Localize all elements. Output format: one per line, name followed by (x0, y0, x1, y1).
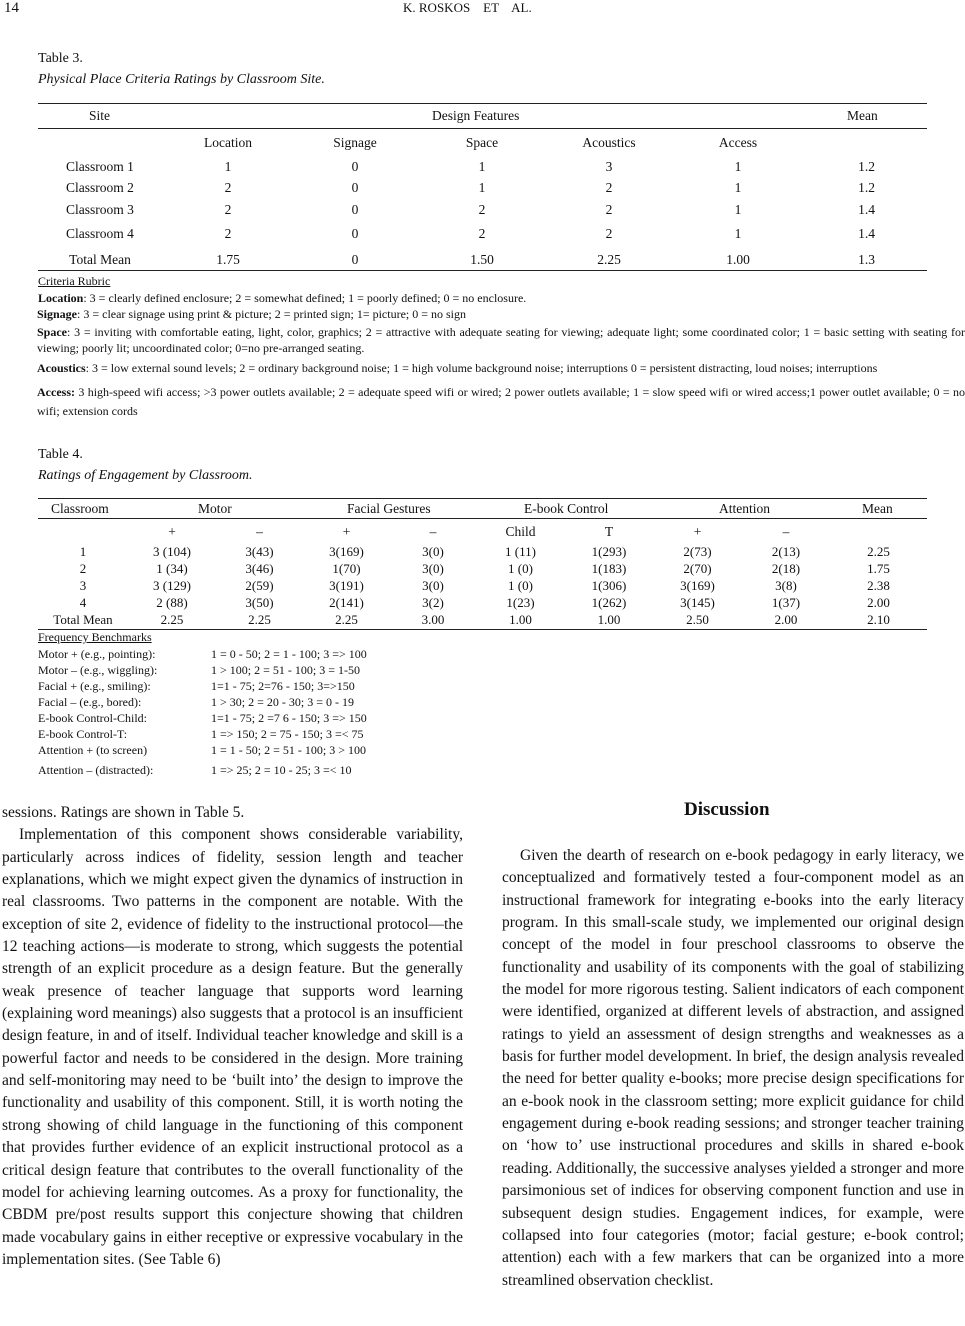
table-cell: 1(70) (332, 560, 361, 576)
benchmark-label: Attention + (to screen) (38, 743, 148, 757)
table3-subheader-row (38, 134, 927, 152)
table-cell: 1 (34) (156, 560, 188, 576)
table-cell: Total Mean (69, 251, 131, 267)
table-cell: 0 (351, 201, 359, 217)
benchmark-value: 1 => 25; 2 = 10 - 25; 3 =< 10 (211, 763, 352, 777)
table-cell: 2.38 (867, 577, 890, 593)
rubric-location: Location: 3 = clearly defined enclosure; 2 = somewhat defined; 1 = poorly defined; 0 = no enclosure. (38, 290, 527, 305)
table4-title: Ratings of Engagement by Classroom. (38, 468, 253, 483)
table-cell: 1.2 (858, 159, 875, 174)
table-cell: 3(169) (680, 577, 715, 593)
table-cell: 1(306) (591, 577, 627, 593)
benchmark-value: 1 > 100; 2 = 51 - 100; 3 = 1-50 (211, 663, 360, 677)
table-row (38, 198, 927, 221)
table4-label: Table 4. (38, 447, 83, 462)
table-cell: 3(43) (245, 543, 274, 559)
table-cell: 1 (734, 159, 742, 174)
benchmark-value: 1=1 - 75; 2 =7 6 - 150; 3 => 150 (211, 711, 367, 725)
table-cell: 1.4 (858, 225, 875, 241)
table4-header-facial: Facial Gestures (347, 501, 431, 516)
table-cell: 3(46) (245, 560, 274, 576)
table-cell: 1.75 (867, 560, 890, 576)
table4-subheader-row (38, 523, 927, 541)
table-cell: 2 (605, 179, 613, 195)
table3-bottom-rule (38, 270, 927, 271)
table-cell: 3(191) (329, 577, 364, 593)
table-cell: 3 (79, 577, 87, 593)
table-cell: 1 (0) (508, 577, 533, 593)
table-cell: Classroom 3 (66, 201, 134, 217)
rubric-signage: Signage: 3 = clear signage using print & picture; 2 = printed sign; 1= picture; 0 = no sign (37, 307, 467, 321)
table-row (38, 246, 927, 273)
table4-body (38, 543, 927, 628)
rubric-space: Space: 3 = inviting with comfortable eating, light, color, graphics; 2 = attractive with adequate seating for viewing; adequate light; some coordinated color; 1 = basic setting with seating for viewing; poorly lit; uncoordinated color; 0=no pre-arranged seating. (37, 324, 965, 355)
table-cell: 1.4 (858, 201, 875, 217)
table-cell: Total Mean (53, 611, 113, 627)
table-cell: 1(262) (591, 594, 627, 610)
table3-body (38, 157, 927, 273)
table-cell: Classroom 2 (66, 179, 134, 195)
rubric-access: Access: 3 high-speed wifi access; >3 power outlets available; 2 = adequate speed wifi or wired; 2 power outlets available; 1 = slow speed wifi or wired access;1 power outlet available; 0 = no wifi; extension cords (37, 385, 965, 418)
table3-subheader: Acoustics (582, 135, 636, 150)
table-cell: 2 (88) (156, 594, 188, 610)
table-cell: 1 (11) (505, 543, 536, 559)
table-cell: 3 (129) (153, 577, 191, 593)
table-cell: 1 (478, 159, 486, 174)
table-cell: 1.00 (509, 611, 532, 627)
table4-subheader: Child (505, 524, 536, 539)
table-cell: 3.00 (421, 611, 445, 627)
table-row (38, 577, 927, 594)
table-row (38, 221, 927, 246)
table-cell: 1 (734, 201, 742, 217)
table-cell: 1 (734, 225, 742, 241)
benchmark-label: Attention – (distracted): (38, 763, 154, 777)
table-cell: 2(73) (683, 543, 712, 559)
table4-header-classroom: Classroom (51, 501, 109, 516)
table-cell: 1(37) (771, 594, 801, 610)
rubric-title: Criteria Rubric (38, 274, 111, 288)
table4-subheader: + (342, 524, 351, 539)
benchmark-value: 1 = 0 - 50; 2 = 1 - 100; 3 => 100 (211, 647, 367, 661)
table-row (38, 594, 927, 611)
table4-header-motor: Motor (198, 501, 232, 516)
table-cell: 2.10 (867, 611, 890, 627)
table-cell: 3(169) (329, 543, 364, 559)
table-row (38, 543, 927, 560)
table-cell: 2 (478, 225, 486, 241)
table-cell: 3 (605, 159, 613, 174)
table3-header-design-features: Design Features (432, 108, 520, 123)
table-cell: 3(0) (422, 560, 444, 576)
table-row (38, 560, 927, 577)
table-cell: 2(59) (245, 577, 274, 593)
benchmark-value: 1 = 1 - 50; 2 = 51 - 100; 3 > 100 (211, 743, 366, 757)
table-cell: 2 (224, 225, 232, 241)
table-cell: 0 (351, 225, 359, 241)
benchmark-label: Motor + (e.g., pointing): (38, 647, 156, 661)
table-cell: 3(50) (245, 594, 274, 610)
table-cell: 2 (605, 225, 613, 241)
table-row (38, 157, 927, 177)
table-cell: 1 (79, 543, 87, 559)
table-cell: 2.50 (686, 611, 709, 627)
table-cell: 0 (351, 179, 359, 195)
table-cell: 2.25 (867, 543, 890, 559)
table-cell: 2 (224, 179, 232, 195)
benchmarks-title: Frequency Benchmarks (38, 630, 152, 644)
table3-subheader: Location (204, 135, 252, 150)
table4-top-rule (38, 498, 927, 499)
table-cell: 2 (224, 201, 232, 217)
table4-subheader: T (604, 524, 614, 539)
table-cell: 2 (478, 201, 486, 217)
paragraph: sessions. Ratings are shown in Table 5. (2, 804, 245, 821)
table-cell: 2.25 (160, 611, 184, 627)
table-cell: Classroom 4 (66, 225, 134, 241)
table-cell: 2 (605, 201, 613, 217)
table-cell: 3(8) (775, 577, 797, 593)
table3-label: Table 3. (38, 51, 83, 66)
left-column (2, 802, 463, 1271)
table4-subheader: – (256, 524, 263, 539)
table-cell: 1.50 (470, 251, 494, 267)
table-cell: 1.2 (858, 179, 875, 195)
page-number: 14 (4, 0, 19, 16)
table3-rubric (37, 273, 965, 421)
running-head: K. ROSKOS ET AL. (403, 0, 532, 15)
table4-subheader: – (429, 524, 437, 539)
table-cell: 1 (224, 159, 232, 174)
table-cell: 0 (351, 251, 359, 267)
benchmark-value: 1 => 150; 2 = 75 - 150; 3 =< 75 (211, 727, 364, 741)
table-cell: 3(0) (422, 543, 444, 559)
table-cell: 3 (104) (153, 543, 191, 559)
table-cell: 1.00 (597, 611, 621, 627)
table-cell: 1 (0) (508, 560, 533, 576)
table3-subheader: Space (465, 135, 499, 150)
table3-header-rule (38, 128, 927, 129)
table-cell: 2.00 (774, 611, 798, 627)
table-cell: 3(145) (680, 594, 715, 610)
table4-bottom-rule (38, 629, 927, 630)
table-cell: 2(13) (771, 543, 801, 559)
table-cell: 2 (79, 560, 87, 576)
paragraph: Given the dearth of research on e-book pedagogy in early literacy, we conceptualized and formatively tested a four-component model as an instructional framework for integrating e-books into the early literacy program. In this small-scale study, we implemented our original design concept of the model in four preschool classrooms to observe the functionality and usability of its components with the goal of stabilizing the model for more rigorous testing. Salient indicators of each component were identified, organized at different levels of abstraction, and assigned ratings to yield an assessment of design strengths and weaknesses as a basis for further model development. In brief, the design analysis revealed the need for better quality e-books; more precise design specifications for an e-book nook in the classroom setting; more explicit guidance for child engagement during e-book reading sessions; and stronger teacher training on ‘how to’ use instructional procedures and skills in shared e-book reading. Additionally, the successive analyses yielded a stronger and more parsimonious set of indices for observing component function and use in subsequent design studies. Engagement indices, for example, were collapsed into four categories (motor; facial gesture; e-book control; attention) each with a few markers that can be organized into a more streamlined observation checklist. (502, 847, 964, 1289)
table-cell: 2(141) (329, 594, 364, 610)
benchmark-value: 1 > 30; 2 = 20 - 30; 3 = 0 - 19 (211, 695, 354, 709)
table-cell: 1 (478, 179, 486, 195)
table-cell: 2.00 (867, 594, 890, 610)
table-cell: Classroom 1 (66, 159, 134, 174)
table-cell: 3(2) (422, 594, 444, 610)
table4-header-mean: Mean (862, 501, 893, 516)
table3-header-mean: Mean (847, 108, 878, 123)
table-cell: 3(0) (422, 577, 444, 593)
benchmark-label: E-book Control-Child: (38, 711, 147, 725)
table-cell: 2(70) (683, 560, 712, 576)
table4-header-rule (38, 518, 927, 519)
table-cell: 2.25 (335, 611, 358, 627)
table-cell: 1(293) (591, 543, 627, 559)
benchmark-label: Facial + (e.g., smiling): (38, 679, 151, 693)
discussion-heading: Discussion (684, 799, 770, 820)
table-row (38, 177, 927, 198)
table-cell: 1 (734, 179, 742, 195)
table-cell: 1.00 (726, 251, 750, 267)
benchmark-label: Motor – (e.g., wiggling): (38, 663, 158, 677)
table3-title: Physical Place Criteria Ratings by Classroom Site. (38, 72, 325, 87)
benchmark-label: Facial – (e.g., bored): (38, 695, 142, 709)
table-row (38, 611, 927, 628)
table-cell: 2(18) (771, 560, 801, 576)
benchmark-label: E-book Control-T: (38, 727, 128, 741)
paragraph: Implementation of this component shows considerable variability, particularly across indices of fidelity, session length and teacher explanations, which we might expect given the dynamics of instruction in real classrooms. Two patterns in the component are notable. With the exception of site 2, evidence of fidelity to the instructional protocol—the 12 teaching actions—is moderate to strong, which suggests the potential strength of an explicit procedure as a design feature. But the generally weak presence of teacher language that supports word learning (explaining word meanings) also suggests that a protocol is an insufficient design feature, in and of itself. Individual teacher knowledge and skill is a powerful factor and needs to be considered in the design. More training and self-monitoring may need to be ‘built into’ the design to improve the functionality and usability of this component. Still, it is worth noting the strong showing of child language in the functioning of this component that provides further evidence of an explicit instructional protocol as a critical design feature that contributes to the overall functionality of the model for achieving learning outcomes. As a proxy for functionality, the CBDM pre/post results support this conjecture showing that children made vocabulary gains in either receptive or expressive vocabulary in the implementation sites. (See Table 6) (2, 826, 463, 1268)
table-cell: 0 (351, 159, 359, 174)
table4-header-attention: Attention (719, 501, 770, 516)
table-cell: 2.25 (597, 251, 621, 267)
table3-subheader: Access (718, 135, 758, 150)
table-cell: 2.25 (248, 611, 271, 627)
table-cell: 1.75 (216, 251, 240, 267)
table3-header-site: Site (89, 108, 111, 123)
table-cell: 1(23) (506, 594, 535, 610)
table4-header-ebook: E-book Control (524, 501, 609, 516)
table-cell: 1.3 (858, 251, 875, 267)
benchmark-value: 1=1 - 75; 2=76 - 150; 3=>150 (211, 679, 355, 693)
table-cell: 4 (79, 594, 87, 610)
rubric-acoustics: Acoustics: 3 = low external sound levels; 2 = ordinary background noise; 1 = high volume background noise; interruptions 0 = persistent distracting, loud noises; interruptions (37, 360, 878, 375)
table4-subheader: – (782, 524, 790, 539)
table4-subheader: + (168, 524, 176, 539)
right-column (502, 845, 964, 1292)
table-cell: 1(183) (591, 560, 627, 576)
table3-top-rule (38, 103, 927, 104)
table4-subheader: + (693, 524, 702, 539)
table3-subheader: Signage (333, 135, 377, 150)
